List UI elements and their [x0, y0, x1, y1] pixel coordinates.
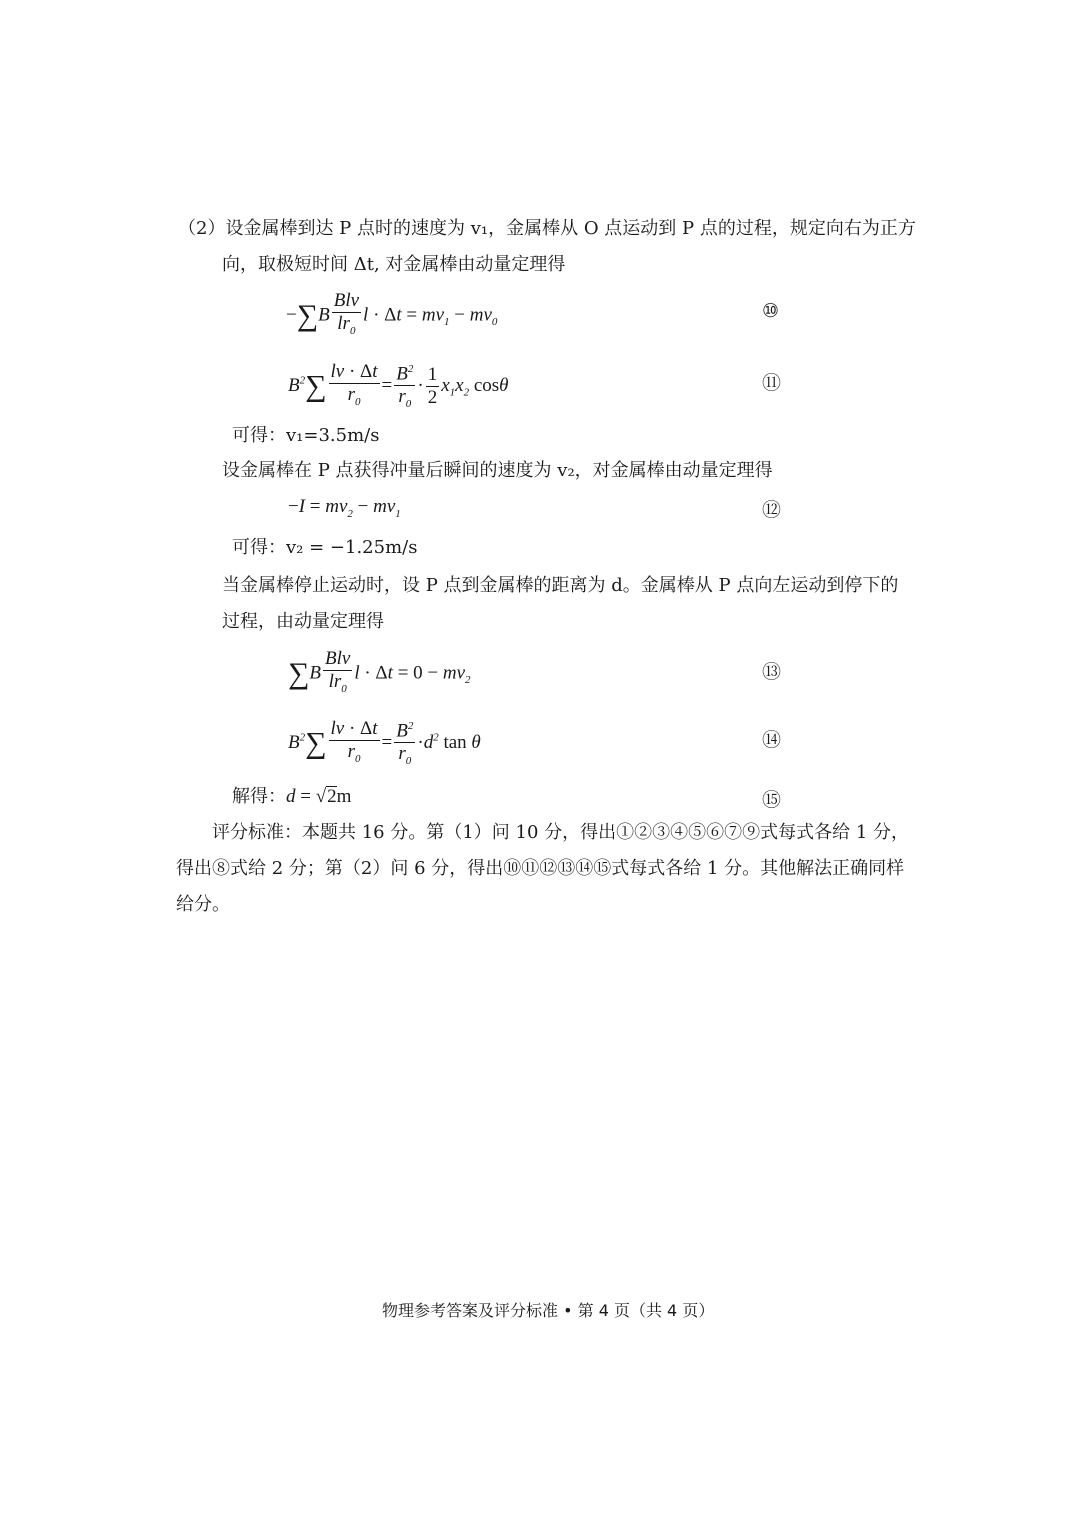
equation-12: $-I = mv_2 - mv_1$ [288, 496, 401, 520]
result-d: 解得：d = √2m [232, 786, 352, 807]
part2-intro-line2: 向，取极短时间 Δt, 对金属棒由动量定理得 [222, 254, 566, 275]
scoring-line1: 评分标准：本题共 16 分。第（1）问 10 分，得出①②③④⑤⑥⑦⑨式每式各给 1 分， [212, 822, 910, 843]
stop-intro-line2: 过程，由动量定理得 [222, 611, 384, 632]
stop-intro-line1: 当金属棒停止运动时，设 P 点到金属棒的距离为 d。金属棒从 P 点向左运动到停下的 [222, 575, 899, 596]
equation-13: ∑B $\frac{\text{Blv}}{lr_0}$ $l \cdot \Delta t = 0 - mv_2$ [288, 648, 471, 695]
part2-intro-line1: （2）设金属棒到达 P 点时的速度为 v₁，金属棒从 O 点运动到 P 点的过程，规定向右为正方 [178, 218, 916, 239]
equation-15-number: ⑮ [762, 789, 782, 811]
scoring-line2: 得出⑧式给 2 分；第（2）问 6 分，得出⑩⑪⑫⑬⑭⑮式每式各给 1 分。其他解法正确同样 [176, 858, 905, 879]
page-footer: 物理参考答案及评分标准 • 第 4 页（共 4 页） [382, 1301, 715, 1320]
result-d-label: 解得： [232, 786, 286, 807]
equation-10: −∑B $\frac{\text{Blv}}{lr_0}$ $l \cdot \Delta t = mv_1 - mv_0$ [286, 290, 498, 337]
equation-11-number: ⑪ [762, 372, 782, 394]
equation-10-number: ⑩ [762, 300, 780, 322]
result-v1: 可得：v₁=3.5m/s [232, 425, 380, 446]
impulse-intro: 设金属棒在 P 点获得冲量后瞬间的速度为 v₂，对金属棒由动量定理得 [222, 460, 773, 481]
scoring-line3: 给分。 [176, 894, 230, 915]
equation-14: $B^2\sum$ $\frac{lv \cdot \Delta t}{r_0}$ = $\frac{B^2}{r_0}$ $\cdot d^2$ tan θ [288, 715, 481, 772]
equation-13-number: ⑬ [762, 661, 782, 683]
equation-14-number: ⑭ [762, 729, 782, 751]
equation-11: $B^2\sum$ $\frac{lv \cdot \Delta t}{r_0}$ = $\frac{B^2}{r_0}$ · $\frac{1}{2}$ $x_1x_2$ cosθ [288, 358, 509, 415]
result-v2: 可得：v₂ = −1.25m/s [232, 537, 418, 558]
equation-12-number: ⑫ [762, 499, 782, 521]
